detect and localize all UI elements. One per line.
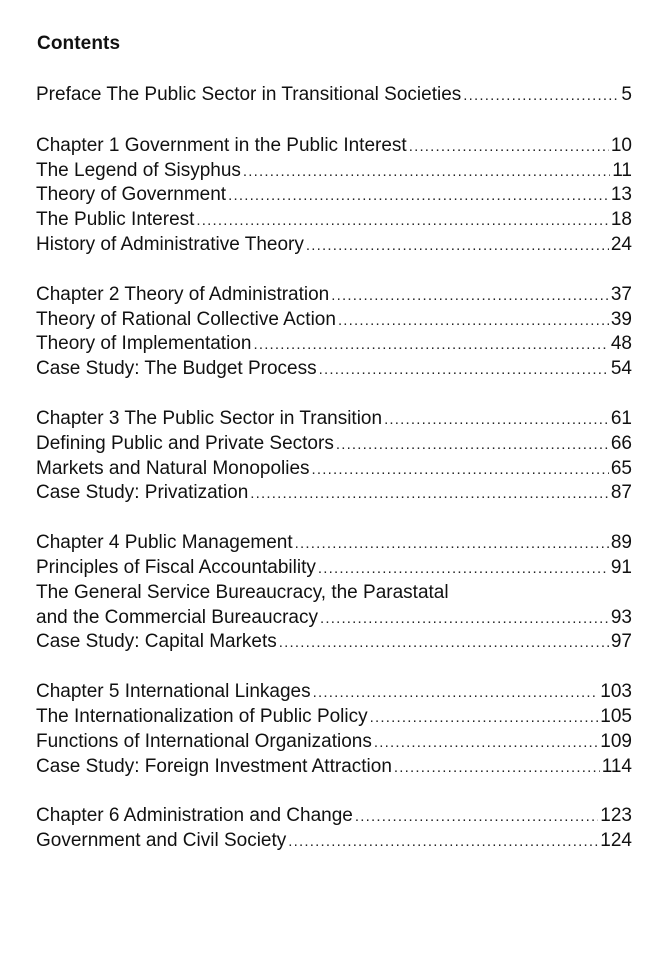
toc-entry-title: Markets and Natural Monopolies bbox=[36, 457, 310, 479]
toc-entry-page-number: 18 bbox=[610, 209, 632, 231]
toc-entry[interactable] bbox=[36, 481, 632, 506]
toc-entry-page-number: 65 bbox=[610, 457, 632, 479]
toc-section bbox=[36, 283, 632, 382]
toc-entry[interactable] bbox=[36, 159, 632, 184]
toc-entry[interactable] bbox=[36, 606, 632, 631]
toc-entry-page-number: 97 bbox=[610, 631, 632, 653]
toc-entry-title: Theory of Government bbox=[36, 184, 227, 206]
toc-entry-title: Case Study: The Budget Process bbox=[36, 358, 317, 380]
dot-leader bbox=[394, 756, 600, 781]
toc-section bbox=[36, 680, 632, 779]
toc-entry[interactable] bbox=[36, 630, 632, 655]
toc-section bbox=[36, 134, 632, 258]
toc-entry[interactable] bbox=[36, 804, 632, 829]
toc-entry[interactable] bbox=[36, 581, 632, 606]
dot-leader bbox=[336, 433, 609, 458]
dot-leader bbox=[288, 830, 598, 855]
dot-leader bbox=[355, 805, 598, 830]
toc-entry[interactable] bbox=[36, 83, 632, 108]
toc-entry-page-number: 114 bbox=[601, 755, 632, 777]
toc-entry-page-number: 123 bbox=[600, 805, 632, 827]
toc-entry-page-number: 13 bbox=[610, 184, 632, 206]
dot-leader bbox=[306, 234, 609, 259]
toc-entry-page-number: 5 bbox=[621, 84, 632, 105]
toc-entry-title: Case Study: Capital Markets bbox=[36, 631, 277, 653]
toc-entry-page-number: 48 bbox=[610, 333, 632, 355]
toc-entry-page-number: 124 bbox=[600, 830, 632, 852]
toc-entry-title: Theory of Implementation bbox=[36, 333, 252, 355]
contents-heading: Contents bbox=[37, 33, 121, 54]
dot-leader bbox=[370, 706, 599, 731]
dot-leader bbox=[196, 209, 608, 234]
toc-entry-page-number: 24 bbox=[610, 233, 632, 255]
toc-entry-title: The Public Interest bbox=[36, 209, 195, 231]
toc-entry[interactable] bbox=[36, 332, 632, 357]
dot-leader bbox=[320, 607, 609, 632]
toc-entry-title: Principles of Fiscal Accountability bbox=[36, 556, 316, 578]
toc-entry[interactable] bbox=[36, 755, 632, 780]
toc-entry[interactable] bbox=[36, 308, 632, 333]
toc-entry-page-number: 93 bbox=[610, 606, 632, 628]
toc-entry-title: Case Study: Foreign Investment Attraction bbox=[36, 755, 392, 777]
dot-leader bbox=[279, 631, 609, 656]
toc-section bbox=[36, 407, 632, 506]
toc-entry-title: Theory of Rational Collective Action bbox=[36, 308, 336, 330]
toc-entry-title: Chapter 2 Theory of Administration bbox=[36, 283, 330, 305]
dot-leader bbox=[253, 333, 608, 358]
toc-entry-title: History of Administrative Theory bbox=[36, 233, 304, 255]
toc-entry-title: Preface The Public Sector in Transitional Societies bbox=[36, 84, 462, 105]
dot-leader bbox=[250, 482, 609, 507]
dot-leader bbox=[374, 731, 598, 756]
toc-section bbox=[36, 83, 632, 108]
toc-entry[interactable] bbox=[36, 183, 632, 208]
toc-entry[interactable] bbox=[36, 208, 632, 233]
toc-entry-title: Chapter 3 The Public Sector in Transition bbox=[36, 407, 383, 429]
toc-entry[interactable] bbox=[36, 730, 632, 755]
toc-section bbox=[36, 531, 632, 655]
toc-entry-title: The General Service Bureaucracy, the Parastatal bbox=[36, 581, 449, 603]
toc-entry-page-number: 11 bbox=[612, 159, 632, 181]
toc-entry-page-number: 54 bbox=[610, 358, 632, 380]
toc-entry-title: Chapter 4 Public Management bbox=[36, 532, 293, 554]
toc-entry[interactable] bbox=[36, 357, 632, 382]
toc-entry[interactable] bbox=[36, 407, 632, 432]
toc-entry[interactable] bbox=[36, 705, 632, 730]
toc-entry-page-number: 39 bbox=[610, 308, 632, 330]
dot-leader bbox=[243, 160, 610, 185]
toc-section bbox=[36, 804, 632, 854]
toc-entry-page-number: 109 bbox=[600, 730, 632, 752]
toc-entry-title: Case Study: Privatization bbox=[36, 482, 249, 504]
dot-leader bbox=[463, 84, 619, 109]
dot-leader bbox=[384, 408, 609, 433]
toc-entry-title: Chapter 1 Government in the Public Interest bbox=[36, 134, 407, 156]
toc-entry-title: and the Commercial Bureaucracy bbox=[36, 606, 318, 628]
dot-leader bbox=[331, 284, 609, 309]
toc-entry[interactable] bbox=[36, 457, 632, 482]
toc-entry-page-number: 105 bbox=[600, 705, 632, 727]
toc-entry-page-number: 89 bbox=[610, 532, 632, 554]
toc-entry-title: Government and Civil Society bbox=[36, 830, 287, 852]
toc-entry[interactable] bbox=[36, 829, 632, 854]
dot-leader bbox=[318, 557, 609, 582]
toc-entry[interactable] bbox=[36, 134, 632, 159]
toc-entry-page-number: 103 bbox=[600, 681, 632, 703]
dot-leader bbox=[313, 681, 599, 706]
toc-entry-page-number: 91 bbox=[610, 556, 632, 578]
dot-leader bbox=[228, 184, 609, 209]
toc-entry[interactable] bbox=[36, 680, 632, 705]
toc-entry-title: Chapter 6 Administration and Change bbox=[36, 805, 353, 827]
table-of-contents bbox=[36, 83, 632, 879]
dot-leader bbox=[312, 458, 609, 483]
toc-entry-page-number: 61 bbox=[610, 407, 632, 429]
toc-entry-title: Chapter 5 International Linkages bbox=[36, 681, 311, 703]
toc-entry-page-number: 87 bbox=[610, 482, 632, 504]
toc-entry-title: The Legend of Sisyphus bbox=[36, 159, 241, 181]
toc-entry[interactable] bbox=[36, 283, 632, 308]
toc-entry-title: The Internationalization of Public Policy bbox=[36, 705, 368, 727]
toc-entry-page-number: 10 bbox=[610, 134, 632, 156]
toc-entry-page-number: 66 bbox=[610, 432, 632, 454]
dot-leader bbox=[338, 309, 609, 334]
toc-entry[interactable] bbox=[36, 432, 632, 457]
dot-leader bbox=[319, 358, 609, 383]
toc-entry[interactable] bbox=[36, 233, 632, 258]
toc-entry[interactable] bbox=[36, 531, 632, 556]
toc-entry-page-number: 37 bbox=[610, 283, 632, 305]
toc-entry-title: Functions of International Organizations bbox=[36, 730, 372, 752]
dot-leader bbox=[409, 135, 609, 160]
toc-entry[interactable] bbox=[36, 556, 632, 581]
toc-entry-title: Defining Public and Private Sectors bbox=[36, 432, 334, 454]
dot-leader bbox=[295, 532, 609, 557]
